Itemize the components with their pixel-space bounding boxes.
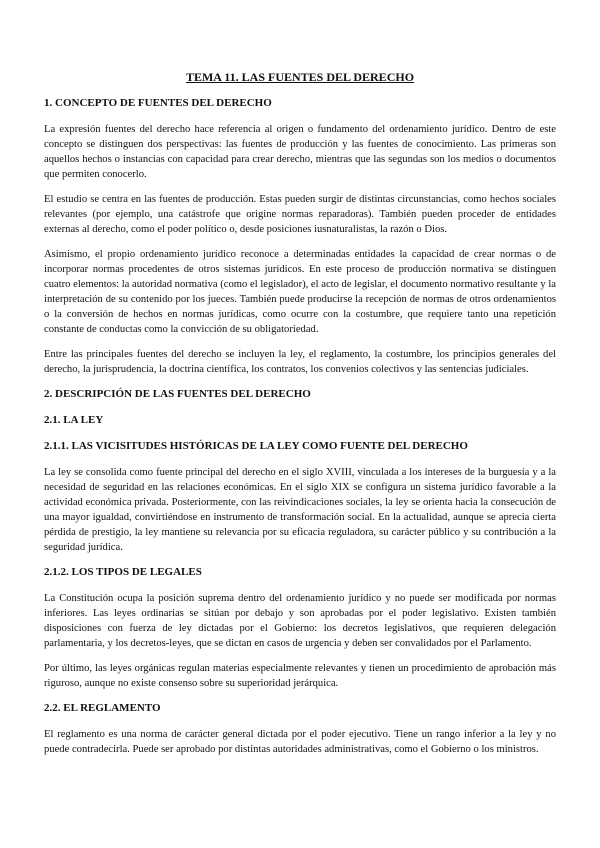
- section-heading: 1. CONCEPTO DE FUENTES DEL DERECHO: [44, 97, 272, 109]
- section-reglamento: [44, 701, 556, 757]
- section-vicisitudes: [44, 439, 556, 555]
- section-heading: 2. DESCRIPCIÓN DE LAS FUENTES DEL DERECHO: [44, 388, 311, 400]
- section-heading: 2.1.2. LOS TIPOS DE LEGALES: [44, 566, 202, 578]
- paragraph: El estudio se centra en las fuentes de producción. Estas pueden surgir de distintas circunstancias, como hechos sociales relevantes (por ejemplo, una catástrofe que origine normas reparadoras). También pueden proceder de entidades externas al derecho, como el poder político o, desde posiciones iusnaturalistas, la razón o Dios.: [44, 194, 556, 235]
- paragraph: Por último, las leyes orgánicas regulan materias especialmente relevantes y tienen un procedimiento de aprobación más riguroso, aunque no existe consenso sobre su superioridad jerárquica.: [44, 663, 556, 689]
- paragraph: La expresión fuentes del derecho hace referencia al origen o fundamento del ordenamiento jurídico. Dentro de este concepto se distinguen dos perspectivas: las fuentes de producción y las fuentes de conocimiento. Las primeras son aquellos hechos o instancias con capacidad para crear derecho, mientras que las segundas son los medios o documentos que permiten conocerlo.: [44, 124, 556, 180]
- paragraph: El reglamento es una norma de carácter general dictada por el poder ejecutivo. Tiene un rango inferior a la ley y no puede contradecirla. Puede ser aprobado por distintas autoridades administrativas, como el Gobierno o los ministros.: [44, 729, 556, 755]
- section-heading: 2.1.1. LAS VICISITUDES HISTÓRICAS DE LA LEY COMO FUENTE DEL DERECHO: [44, 440, 468, 452]
- section-heading: 2.1. LA LEY: [44, 414, 104, 426]
- paragraph: Asimismo, el propio ordenamiento jurídico reconoce a determinadas entidades la capacidad de crear normas o de incorporar normas procedentes de otros sistemas jurídicos. En este proceso de producción normativa se distinguen cuatro elementos: la autoridad normativa (como el legislador), el acto de legislar, el documento normativo resultante y la interpretación de su contenido por los jueces. También puede producirse la recepción de normas de otros ordenamientos o la conversión de hechos en normas jurídicas, como ocurre con la costumbre, que requiere tanto una repetición constante de conductas como la convicción de su obligatoriedad.: [44, 249, 556, 335]
- section-concepto: [44, 96, 556, 377]
- paragraph: Entre las principales fuentes del derecho se incluyen la ley, el reglamento, la costumbre, los principios generales del derecho, la jurisprudencia, la doctrina científica, los contratos, los convenios colectivos y las sentencias judiciales.: [44, 349, 556, 375]
- section-descripcion: [44, 387, 556, 402]
- section-tipos-legales: [44, 565, 556, 691]
- paragraph: La Constitución ocupa la posición suprema dentro del ordenamiento jurídico y no puede ser modificada por normas inferiores. Las leyes ordinarias se sitúan por debajo y son aprobadas por el poder legislativo. Existen también disposiciones con fuerza de ley dictadas por el Gobierno: los decretos legislativos, que requieren delegación parlamentaria, y los decretos-leyes, que se dictan en casos de urgencia y deben ser convalidados por el Parlamento.: [44, 593, 556, 649]
- paragraph: La ley se consolida como fuente principal del derecho en el siglo XVIII, vinculada a los intereses de la burguesía y a la necesidad de seguridad en las relaciones económicas. En el siglo XIX se configura un sistema jurídico favorable a la actividad económica privada. Posteriormente, con las reivindicaciones sociales, la ley se orienta hacia la consecución de una mayor igualdad, convirtiéndose en instrumento de transformación social. En la actualidad, aunque se aprecia cierta pérdida de prestigio, la ley mantiene su relevancia por su eficacia reguladora, su carácter público y su contribución a la seguridad jurídica.: [44, 467, 556, 553]
- document-title: TEMA 11. LAS FUENTES DEL DERECHO: [185, 70, 415, 84]
- section-heading: 2.2. EL REGLAMENTO: [44, 702, 161, 714]
- section-la-ley: [44, 413, 556, 428]
